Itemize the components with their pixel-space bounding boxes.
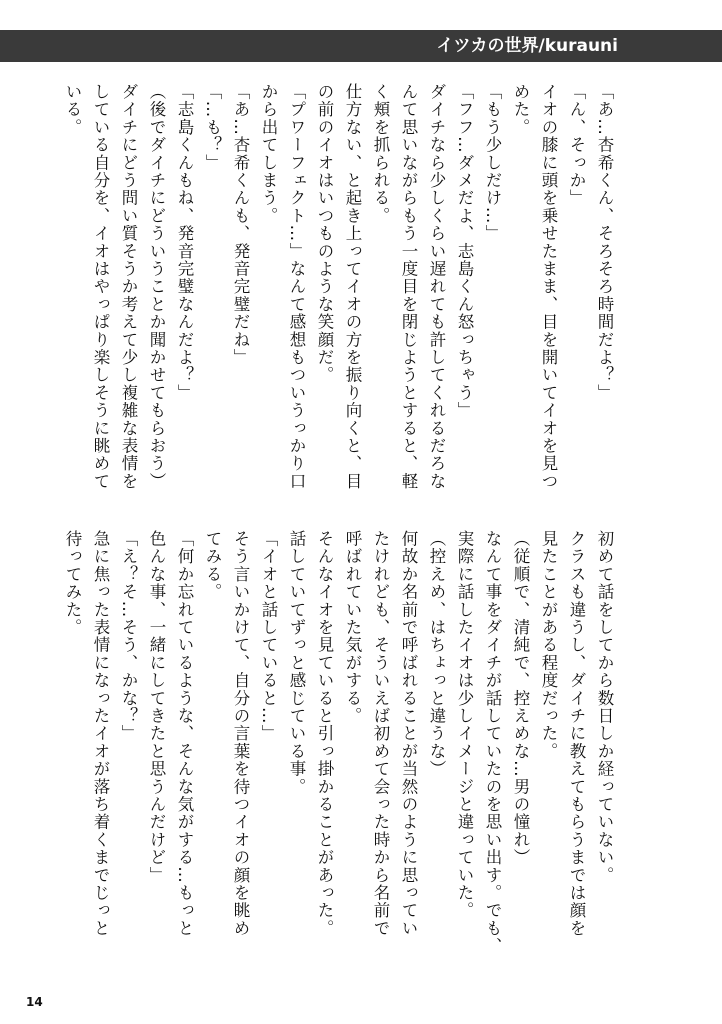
text-line: ダイチにどう問い質そうか考えて少し複雑な表情を [119,83,138,491]
text-line: 「志島くんもね、発音完璧なんだよ？」 [175,83,194,402]
text-line: 初めて話をしてから数日しか経っていない。 [595,530,614,884]
text-line: している自分を、イオはやっぱり楽しそうに眺めて [91,83,110,491]
text-line: 色んな事、一緒にしてきたと思うんだけど」 [147,530,166,884]
text-line: てみる。 [203,530,222,601]
text-line: 「もう少しだけ…」 [483,83,502,243]
text-line: そんなイオを見ていると引っ掛かることがあった。 [315,530,334,938]
text-line: から出てしまう。 [259,83,278,225]
text-line: （従順で、清純で、控えめな…男の憧れ） [511,530,530,867]
text-line: いる。 [63,83,82,137]
text-line: 急に焦った表情になったイオが落ち着くまでじっと [91,530,110,938]
text-block-top [58,83,618,493]
text-line: そう言いかけて、自分の言葉を待つイオの顔を眺め [231,530,250,938]
text-line: めた。 [511,83,530,137]
text-line: 「…も？」 [203,83,222,172]
text-line: なんて事をダイチが話していたのを思い出す。でも、 [483,530,502,955]
text-line: の前のイオはいつものような笑顔だ。 [315,83,334,384]
text-block-bottom [58,530,618,960]
text-line: 見たことがある程度だった。 [539,530,558,761]
text-line: 「ん、そっか」 [567,83,586,207]
text-line: 「え？そ…そう、かな？」 [119,530,138,743]
text-line: 「あ…杏希くんも、発音完璧だね」 [231,83,250,367]
text-line: 仕方ない、と起き上ってイオの方を振り向くと、目 [343,83,362,491]
text-line: 話していてずっと感じている事。 [287,530,306,796]
text-line: 「プワーフェクト…」なんて感想もついうっかり口 [287,83,306,491]
text-line: たけれども、そういえば初めて会った時から名前で [371,530,390,938]
text-line: 何故か名前で呼ばれることが当然のように思ってい [399,530,418,938]
text-line: 「あ…杏希くん、そろそろ時間だよ？」 [595,83,614,402]
text-line: 「フフ…ダメだよ、志島くん怒っちゃう」 [455,83,474,420]
text-line: 呼ばれていた気がする。 [343,530,362,725]
header-title: イツカの世界/kurauni [436,36,618,56]
text-line: 待ってみた。 [63,530,82,637]
text-line: ダイチなら少しくらい遅れても許してくれるだろな [427,83,446,491]
text-line: イオの膝に頭を乗せたまま、目を開いてイオを見つ [539,83,558,491]
page-number: 14 [26,995,43,1009]
text-line: 「イオと話していると…」 [259,530,278,743]
text-line: んて思いながらもう一度目を閉じようとすると、軽 [399,83,418,491]
text-line: （控えめ、はちょっと違うな） [427,530,446,778]
text-line: く頬を抓られる。 [371,83,390,225]
text-line: （後でダイチにどういうことか聞かせてもらおう） [147,83,166,491]
text-line: クラスも違うし、ダイチに教えてもらうまでは顔を [567,530,586,938]
text-line: 「何か忘れているような、そんな気がする…もっと [175,530,194,938]
text-line: 実際に話したイオは少しイメージと違っていた。 [455,530,474,920]
